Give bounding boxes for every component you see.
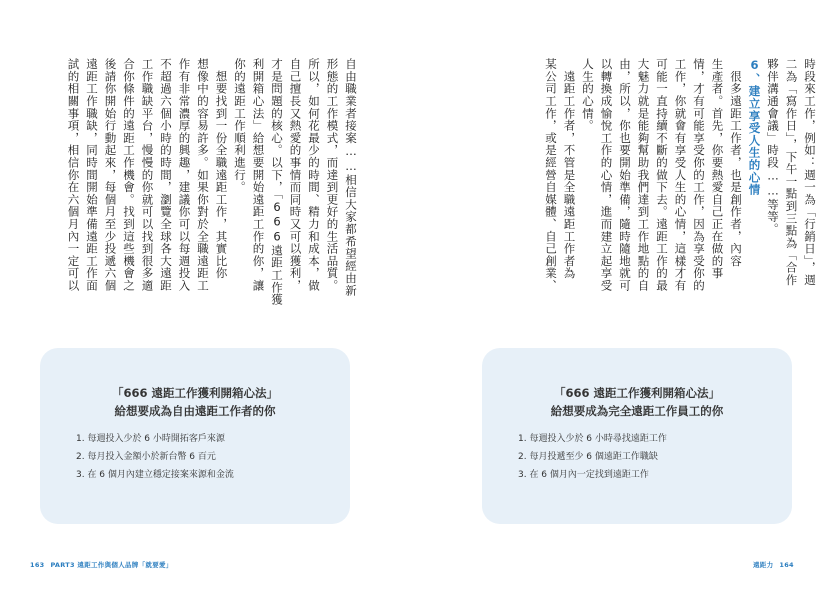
text-column: 遠距工作者，不管是全職遠距工作者為 [562,58,577,280]
summary-box-item: 3. 在 6 個月內建立穩定接案來源和金流 [76,470,234,480]
summary-box-item: 1. 每週投入少於 6 小時尋找遠距工作 [518,434,667,444]
text-column: 夥伴溝通會議」時段……等等。 [766,58,780,236]
summary-box-title [40,384,350,420]
text-column: 可能一直持續不斷的做下去。遠距工作的最 [655,58,669,292]
summary-box-title [482,384,792,420]
text-column: 工作，你就會有享受人生的心情，這樣才有 [673,58,688,292]
right-body-text [482,58,819,338]
summary-box-item: 3. 在 6 個月內一定找到遠距工作 [518,470,649,480]
page-number: 164 [779,561,794,569]
summary-box-item: 2. 每月投入金額小於新台幣 6 百元 [76,452,216,462]
summary-box-title-line: 「666 遠距工作獲利開箱心法」 [111,386,278,400]
summary-box-freelancer [40,348,350,524]
text-column: 才是問題的核心。以下，「666遠距工作獲 [270,58,284,306]
text-column: 生產者。首先，你要熱愛自己正在做的事 [710,58,725,280]
text-column: 合你條件的遠距工作機會。找到這些機會之 [122,58,136,292]
running-section-title: PART3 遠距工作與個人品牌「就要愛」 [50,561,173,569]
left-page-footer [30,560,179,569]
text-column: 工作職缺平台，慢慢的你就可以找到很多適 [140,58,155,292]
running-chapter-title: 遠距力 [753,561,774,569]
text-column: 想要找到一份全職遠距工作，其實比你 [214,58,229,280]
page-number: 163 [30,561,45,569]
text-column: 不超過六個小時的時間，瀏覽全球各大遠距 [159,58,173,292]
summary-box-subtitle-line: 給想要成為自由遠距工作者的你 [114,404,276,418]
summary-box-list [76,430,234,484]
text-column: 想像中的容易許多。如果你對於全職遠距工 [196,58,210,292]
summary-box-list [518,430,667,484]
text-column: 作有非常濃厚的興趣，建議你可以每週投入 [177,58,192,292]
text-column: 時段來工作，例如：週一為「行銷日」，週 [803,58,817,286]
summary-box-item: 2. 每月投遞至少 6 個遠距工作職缺 [518,452,658,462]
text-column: 二為「寫作日」，下午一點到三點為「合作 [784,58,799,286]
text-column: 很多遠距工作者，也是創作者，內容 [729,58,743,268]
text-column: 某公司工作，或是經營自媒體、自己創業、 [544,58,558,292]
text-column: 後請你開始行動起來，每個月至少投遞六個 [103,58,118,292]
text-column: 自己擅長又熱愛的事情而同時又可以獲利， [288,58,303,292]
text-column: 情，才有可能享受你的工作，因為享受你的 [692,58,706,292]
summary-box-title-line: 「666 遠距工作獲利開箱心法」 [553,386,720,400]
summary-box-item: 1. 每週投入少於 6 小時開拓客戶來源 [76,434,225,444]
summary-box-employee [482,348,792,524]
text-column: 所以，如何花最少的時間、精力和成本，做 [307,58,321,292]
text-column: 人生的心情。 [581,58,595,132]
right-page-footer [747,560,794,569]
text-column: 形態的工作模式，而達到更好的生活品質。 [325,58,340,292]
text-column: 利開箱心法」給想要開始遠距工作的你，讓 [251,58,266,292]
text-column: 試的相關事項，相信你在六個月內一定可以 [66,58,81,292]
text-column: 你的遠距工作順利進行。 [233,58,247,194]
section-heading: 6、建立享受人生的心情 [747,58,762,196]
left-body-text [40,58,360,338]
text-column: 自由職業者接案……相信大家都希望經由新 [344,58,358,297]
summary-box-subtitle-line: 給想要成為完全遠距工作員工的你 [550,404,724,418]
right-page [420,0,840,596]
text-column: 由，所以，你也要開始準備，隨時隨地就可 [618,58,632,292]
text-column: 遠距工作職缺，同時間開始準備遠距工作面 [85,58,99,292]
text-column: 大魅力就是能夠幫助我們達到工作地點的自 [636,58,651,292]
text-column: 以轉換成愉悅工作的心情，進而建立起享受 [599,58,614,292]
